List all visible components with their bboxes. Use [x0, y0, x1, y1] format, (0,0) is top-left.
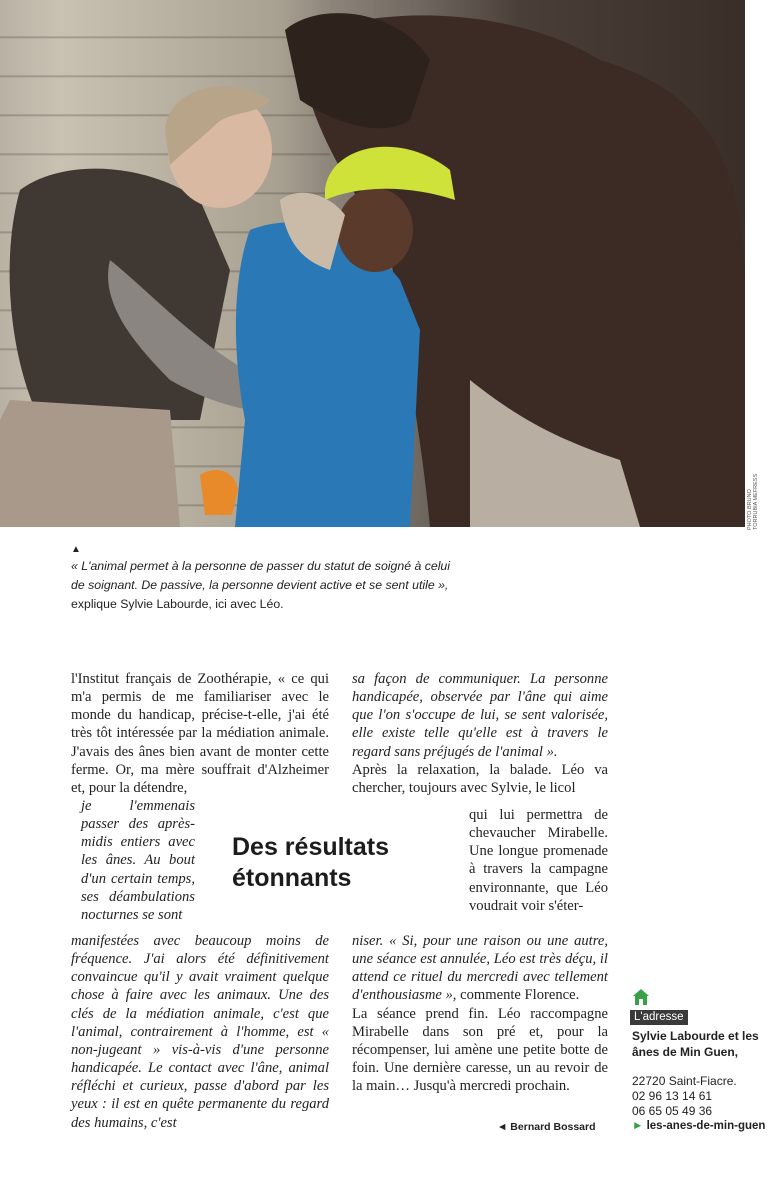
col2-comment: commente Florence. — [456, 987, 580, 1004]
child-face — [337, 188, 413, 272]
photo-credit: PHOTO BRUNO TORRUBIA MEFRESS — [747, 473, 759, 530]
article-photo — [0, 0, 759, 530]
col1-paragraph: l'Institut français de Zoothérapie, « ce qui m'a permis de me familiariser avec le monde du handicap, précise-t-elle, j'ai été très tôt intéressée par la médiation animale. J'avais des ânes bien avant de monter cette ferme. Or, ma mère souffrait d'Alzheimer et, pour la détendre, — [71, 671, 329, 796]
article-column-2-top — [352, 670, 608, 797]
address-phone-1: 02 96 13 14 61 — [632, 1089, 713, 1103]
col1-indent-text: je l'emmenais passer des après-midis entiers avec les ânes. Au bout d'un certain temps, ses déambulations nocturnes se sont — [81, 798, 195, 923]
address-name: Sylvie Labourde et les ânes de Min Guen, — [632, 1029, 759, 1059]
house-icon — [632, 988, 650, 1006]
caption-attribution: explique Sylvie Labourde, ici avec Léo. — [71, 597, 284, 611]
col1-rest-text: manifestées avec beaucoup moins de fréquence. J'ai alors été définitivement convaincue qu'il y avait vraiment quelque chose à faire avec les animaux. Une des clés de la médiation animale, c'est que l'animal, contrairement à l'homme, est « non-jugeant » vis-à-vis d'une personne handicapée. Le contact avec l'âne, animal réfléchi et curieux, passe d'abord par les yeux : il est en quête permanente du regard des humains, c'est — [71, 933, 329, 1131]
address-website-link[interactable] — [632, 1120, 768, 1132]
woman-skirt — [0, 400, 180, 527]
article-column-1-bottom — [71, 932, 329, 1132]
col2-top-text: sa façon de communiquer. La personne handicapée, observée par l'âne qui aime que l'on s'occupe de lui, se sent valorisée, elle existe telle qu'elle est à travers le regard sans préjugés de l'animal ». — [352, 671, 608, 760]
address-tag: L'adresse — [630, 1010, 688, 1025]
article-column-2-indent — [469, 806, 608, 915]
address-website-text: les-anes-de-min-guen — [646, 1120, 766, 1132]
caption-triangle-icon: ▲ — [71, 544, 81, 555]
section-heading: Des résultats étonnants — [232, 833, 390, 892]
col2-indent-text: qui lui permettra de chevaucher Mirabelle. Une longue promenade à travers la campagne environnante, que Léo voudrait voir s'éter- — [469, 807, 608, 914]
address-city: 22720 Saint-Fiacre. — [632, 1074, 737, 1088]
orange-object — [200, 470, 238, 515]
col2-quote: niser. « Si, pour une raison ou une autre, une séance est annulée, Léo est très déçu, il attend ce rituel du mercredi avec tellement d'enthousiasme », — [352, 933, 608, 1004]
col2-walk-text: Après la relaxation, la balade. Léo va chercher, toujours avec Sylvie, le licol — [352, 761, 608, 796]
article-column-2-bottom — [352, 932, 608, 1095]
article-column-1-indent — [81, 797, 195, 924]
col2-end-text: La séance prend fin. Léo raccompagne Mirabelle dans son pré et, pour la récompenser, lui amène une petite botte de foin. Une dernière caresse, un au revoir de la main… Jusqu'à mercredi prochain. — [352, 1005, 608, 1095]
photo-caption — [71, 557, 461, 614]
arrow-right-icon: ► — [632, 1120, 647, 1132]
photo-scene — [0, 0, 745, 527]
address-phone-2: 06 65 05 49 36 — [632, 1104, 713, 1118]
col2-quote-paragraph — [352, 932, 608, 1005]
article-author: ◄ Bernard Bossard — [497, 1121, 596, 1133]
article-column-1-top — [71, 670, 329, 797]
caption-quote: « L'animal permet à la personne de passer du statut de soigné à celui de soignant. De passive, la personne devient active et se sent utile », — [71, 559, 451, 592]
